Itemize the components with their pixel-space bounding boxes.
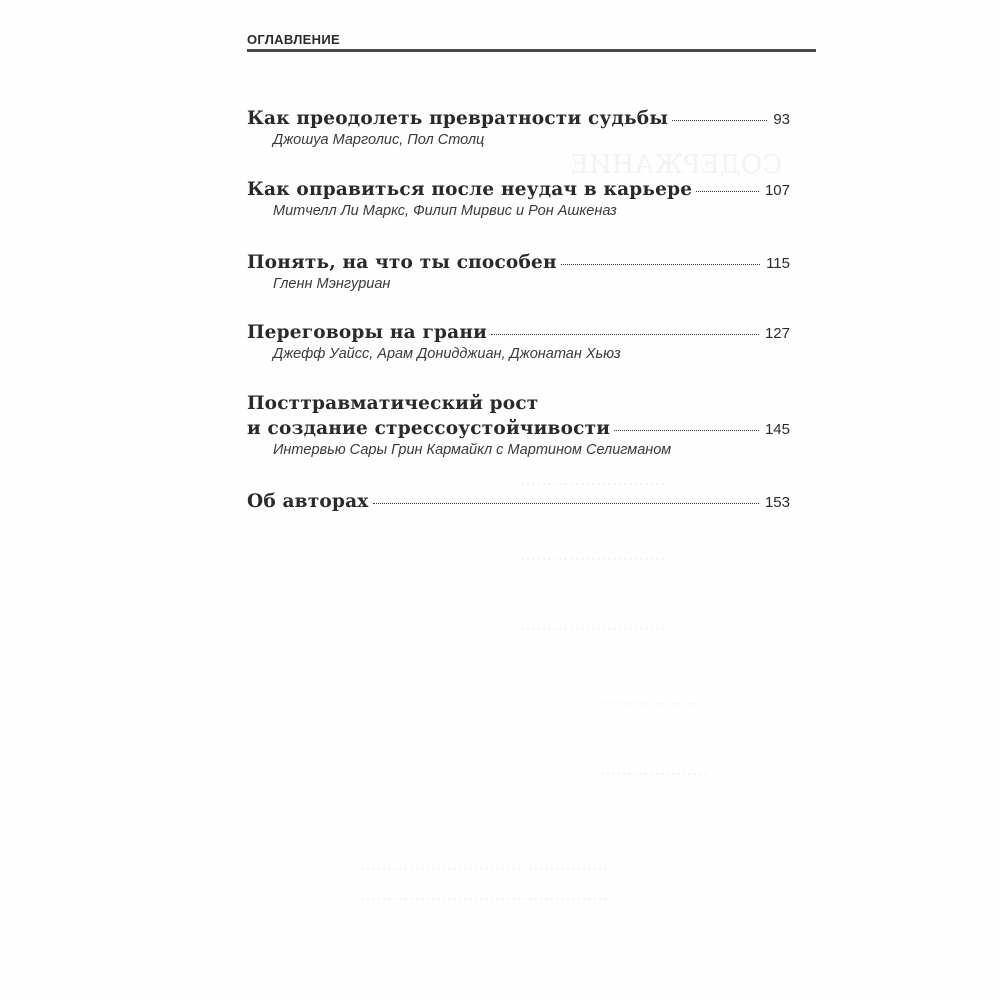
toc-title-line — [247, 179, 790, 200]
toc-entry-authors: Митчелл Ли Маркс, Филип Мирвис и Рон Ашкеназ — [273, 203, 617, 219]
toc-entry-authors: Гленн Мэнгуриан — [273, 276, 391, 292]
dot-leader — [672, 120, 767, 121]
toc-entry-authors: Джефф Уайсс, Арам Донидджиан, Джонатан Хьюз — [273, 346, 621, 362]
dot-leader — [373, 503, 759, 504]
toc-entry — [247, 179, 790, 219]
show-through-decoration — [600, 760, 708, 780]
toc-title-line — [247, 252, 790, 273]
toc-entry — [247, 491, 790, 512]
toc-entry-authors: Интервью Сары Грин Кармайкл с Мартином Селигманом — [273, 442, 672, 458]
toc-title-line — [247, 108, 790, 129]
dot-leader — [696, 191, 759, 192]
toc-page-number: 107 — [764, 182, 790, 199]
toc-entry — [247, 108, 790, 148]
show-through-decoration — [520, 470, 666, 490]
toc-entry-title[interactable]: Переговоры на грани — [247, 322, 488, 343]
toc-entry-title-line-1[interactable]: Посттравматический рост — [247, 393, 539, 414]
toc-title-line — [247, 491, 790, 512]
show-through-decoration — [360, 885, 609, 905]
toc-page-number: 127 — [764, 325, 790, 342]
toc-entry-title-line-2[interactable]: и создание стрессоустойчивости — [247, 418, 611, 439]
show-through-decoration — [570, 150, 782, 180]
dot-leader — [561, 264, 760, 265]
toc-entry — [247, 252, 790, 292]
toc-entry-title[interactable]: Как оправиться после неудач в карьере — [247, 179, 693, 200]
toc-entry-title[interactable]: Понять, на что ты способен — [247, 252, 557, 273]
show-through-decoration — [520, 615, 666, 635]
toc-entry — [247, 393, 790, 458]
toc-title-line — [247, 418, 790, 439]
toc-entry-authors: Джошуа Марголис, Пол Столц — [273, 132, 485, 148]
running-head: ОГЛАВЛЕНИЕ — [247, 32, 340, 47]
toc-page-number: 145 — [764, 421, 790, 438]
header-rule — [247, 49, 816, 52]
show-through-decoration — [600, 690, 708, 710]
toc-title-line — [247, 322, 790, 343]
toc-entry — [247, 322, 790, 362]
toc-entry-title[interactable]: Об авторах — [247, 491, 369, 512]
show-through-decoration — [520, 545, 666, 565]
dot-leader — [614, 430, 759, 431]
show-through-decoration — [360, 855, 609, 875]
toc-page-number: 115 — [766, 255, 790, 272]
toc-entry-title[interactable]: Как преодолеть превратности судьбы — [247, 108, 669, 129]
toc-page-number: 153 — [764, 494, 790, 511]
toc-page-number: 93 — [773, 111, 790, 128]
dot-leader — [491, 334, 759, 335]
